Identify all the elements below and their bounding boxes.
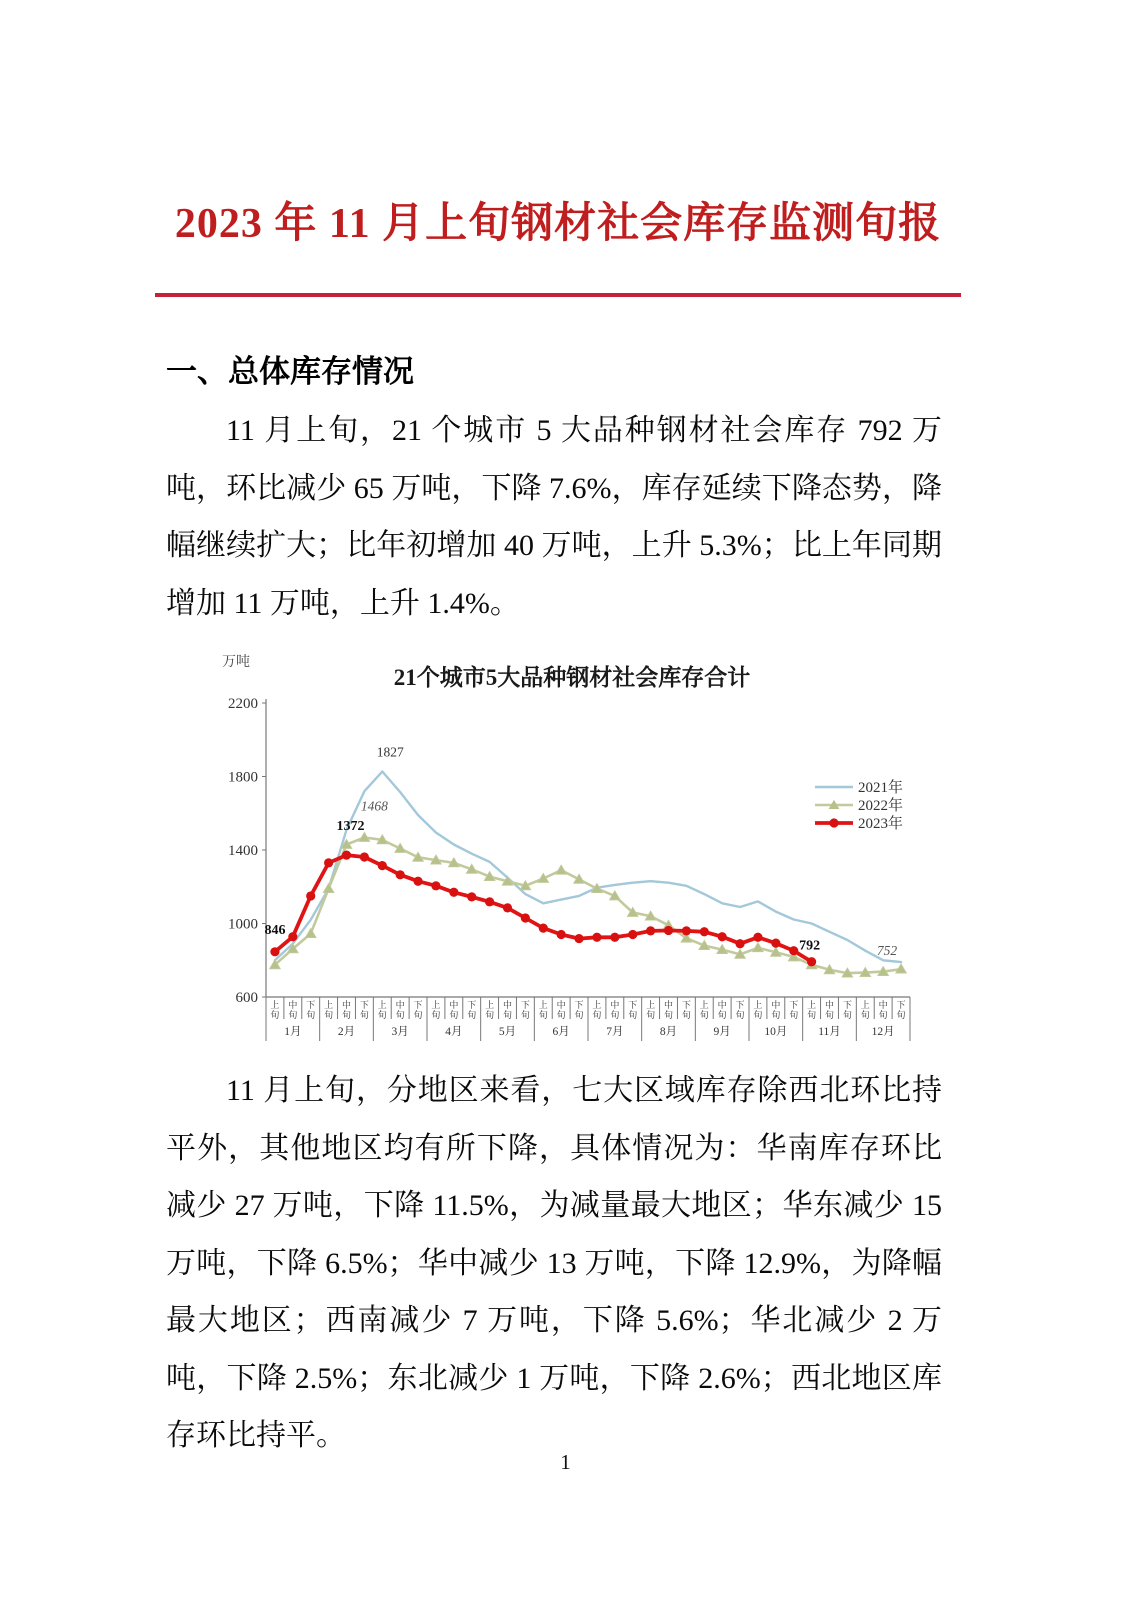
x-axis-period-label: 上旬 bbox=[431, 1000, 441, 1020]
x-axis-period-label: 上旬 bbox=[485, 1000, 495, 1020]
x-axis-period-label: 中旬 bbox=[824, 1000, 835, 1020]
x-axis-period-label: 中旬 bbox=[449, 1000, 459, 1020]
x-axis-period-label: 下旬 bbox=[896, 1000, 906, 1020]
circle-marker bbox=[342, 851, 351, 860]
x-axis-month-label: 8月 bbox=[659, 1026, 678, 1038]
x-axis-period-label: 中旬 bbox=[502, 1000, 513, 1020]
circle-marker bbox=[449, 888, 458, 897]
x-axis-month-label: 4月 bbox=[445, 1026, 463, 1038]
circle-marker bbox=[664, 926, 673, 935]
x-axis-period-label: 下旬 bbox=[520, 1000, 530, 1020]
x-axis-period-label: 上旬 bbox=[324, 1000, 334, 1020]
x-axis-period-label: 上旬 bbox=[377, 1000, 387, 1020]
circle-marker bbox=[628, 930, 637, 939]
circle-marker bbox=[270, 947, 279, 956]
legend-label: 2023年 bbox=[858, 816, 904, 832]
overall-inventory-paragraph: 11 月上旬，21 个城市 5 大品种钢材社会库存 792 万吨，环比减少 65 万吨，下降 7.6%，库存延续下降态势，降幅继续扩大；比年初增加 40 万吨，上升 5.3%；比上年同期增加 11 万吨，上升 1.4%。 bbox=[166, 414, 942, 620]
y-axis-tick-label: 1400 bbox=[228, 843, 258, 859]
triangle-marker bbox=[753, 943, 764, 952]
circle-marker bbox=[771, 939, 780, 948]
x-axis-period-label: 下旬 bbox=[574, 1000, 584, 1020]
circle-marker bbox=[718, 932, 727, 941]
y-axis-tick-label: 1800 bbox=[228, 769, 258, 786]
x-axis-period-label: 中旬 bbox=[771, 1000, 781, 1020]
x-axis-period-label: 上旬 bbox=[699, 1000, 709, 1020]
x-axis-period-label: 下旬 bbox=[681, 1000, 691, 1020]
title-underline-rule bbox=[155, 293, 961, 297]
circle-marker bbox=[324, 858, 333, 867]
circle-marker bbox=[413, 877, 422, 886]
section-heading: 一、总体库存情况 bbox=[166, 354, 414, 389]
circle-marker bbox=[700, 927, 709, 936]
x-axis-period-label: 中旬 bbox=[395, 1000, 405, 1020]
x-axis-period-label: 中旬 bbox=[556, 1000, 566, 1020]
circle-marker bbox=[485, 897, 494, 906]
data-label-1372: 1372 bbox=[336, 819, 365, 835]
x-axis-period-label: 上旬 bbox=[753, 1000, 763, 1020]
x-axis-period-label: 中旬 bbox=[717, 1000, 727, 1020]
legend-label: 2022年 bbox=[858, 798, 904, 814]
x-axis-period-label: 下旬 bbox=[306, 1000, 316, 1020]
x-axis-month-label: 5月 bbox=[498, 1026, 517, 1038]
x-axis-period-label: 下旬 bbox=[735, 1000, 745, 1020]
circle-marker bbox=[789, 946, 798, 955]
x-axis-month-label: 7月 bbox=[606, 1026, 624, 1038]
circle-marker bbox=[521, 913, 530, 922]
y-axis-tick-label: 2200 bbox=[228, 696, 258, 712]
x-axis-period-label: 上旬 bbox=[646, 1000, 656, 1020]
circle-marker bbox=[610, 933, 619, 942]
x-axis-month-label: 6月 bbox=[552, 1026, 570, 1038]
chart-title: 21个城市5大品种钢材社会库存合计 bbox=[393, 665, 751, 690]
triangle-marker bbox=[556, 865, 567, 874]
y-axis-tick-label: 600 bbox=[235, 990, 258, 1006]
document-title: 2023 年 11 月上旬钢材社会库存监测旬报 bbox=[174, 201, 942, 247]
x-axis-period-label: 上旬 bbox=[538, 1000, 548, 1020]
circle-marker bbox=[646, 926, 655, 935]
circle-marker bbox=[360, 852, 369, 861]
circle-marker bbox=[753, 933, 762, 942]
inventory-line-chart-svg bbox=[200, 648, 940, 1048]
y-axis-tick-label: 1000 bbox=[228, 916, 258, 933]
circle-marker bbox=[574, 934, 583, 943]
data-label-846: 846 bbox=[264, 922, 286, 938]
circle-marker bbox=[682, 926, 691, 935]
circle-marker bbox=[396, 870, 405, 879]
x-axis-period-label: 上旬 bbox=[592, 1000, 602, 1020]
circle-marker bbox=[735, 939, 744, 948]
x-axis-period-label: 下旬 bbox=[359, 1000, 369, 1020]
x-axis-period-label: 中旬 bbox=[288, 1000, 298, 1020]
circle-marker bbox=[592, 933, 601, 942]
x-axis-month-label: 1月 bbox=[284, 1026, 302, 1038]
triangle-marker bbox=[305, 928, 316, 937]
series-line-2023年 bbox=[275, 855, 812, 962]
x-axis-period-label: 下旬 bbox=[628, 1000, 638, 1020]
data-label-1827: 1827 bbox=[376, 744, 404, 760]
circle-marker bbox=[557, 930, 566, 939]
x-axis-month-label: 3月 bbox=[391, 1026, 409, 1038]
circle-marker bbox=[431, 881, 440, 890]
circle-marker bbox=[306, 891, 315, 900]
x-axis-month-label: 11月 bbox=[818, 1026, 841, 1038]
page-number: 1 bbox=[560, 1450, 571, 1474]
x-axis-month-label: 9月 bbox=[713, 1026, 731, 1038]
x-axis-period-label: 中旬 bbox=[341, 1000, 352, 1020]
circle-marker bbox=[539, 923, 548, 932]
circle-marker bbox=[378, 861, 387, 870]
x-axis-period-label: 下旬 bbox=[413, 1000, 423, 1020]
triangle-marker bbox=[323, 883, 334, 892]
circle-marker bbox=[467, 892, 476, 901]
x-axis-period-label: 上旬 bbox=[807, 1000, 817, 1020]
x-axis-period-label: 中旬 bbox=[663, 1000, 674, 1020]
circle-marker bbox=[807, 957, 816, 966]
x-axis-period-label: 下旬 bbox=[842, 1000, 852, 1020]
x-axis-period-label: 中旬 bbox=[610, 1000, 620, 1020]
chart-unit-label: 万吨 bbox=[222, 655, 250, 670]
inventory-line-chart bbox=[200, 648, 940, 1048]
circle-marker bbox=[503, 903, 512, 912]
legend-label: 2021年 bbox=[858, 780, 904, 796]
x-axis-period-label: 中旬 bbox=[878, 1000, 888, 1020]
regional-inventory-paragraph: 11 月上旬，分地区来看，七大区域库存除西北环比持平外，其他地区均有所下降，具体情况为：华南库存环比减少 27 万吨，下降 11.5%，为减量最大地区；华东减少 15 万吨，下降 6.5%；华中减少 13 万吨，下降 12.9%，为降幅最大地区；西南减少 7 万吨，下降 5.6%；华北减少 2 万吨，下降 2.5%；东北减少 1 万吨，下降 2.6%；西北地区库存环比持平。 bbox=[166, 1074, 942, 1452]
x-axis-period-label: 上旬 bbox=[860, 1000, 870, 1020]
x-axis-month-label: 10月 bbox=[764, 1026, 788, 1038]
circle-marker bbox=[288, 932, 297, 941]
data-label-752: 752 bbox=[876, 943, 898, 959]
legend-circle-marker bbox=[829, 818, 838, 827]
x-axis-period-label: 下旬 bbox=[467, 1000, 477, 1020]
data-label-792: 792 bbox=[799, 938, 821, 954]
x-axis-period-label: 下旬 bbox=[789, 1000, 799, 1020]
data-label-1468: 1468 bbox=[360, 798, 388, 814]
x-axis-period-label: 上旬 bbox=[270, 1000, 280, 1020]
x-axis-month-label: 2月 bbox=[337, 1026, 356, 1038]
x-axis-month-label: 12月 bbox=[871, 1026, 895, 1038]
